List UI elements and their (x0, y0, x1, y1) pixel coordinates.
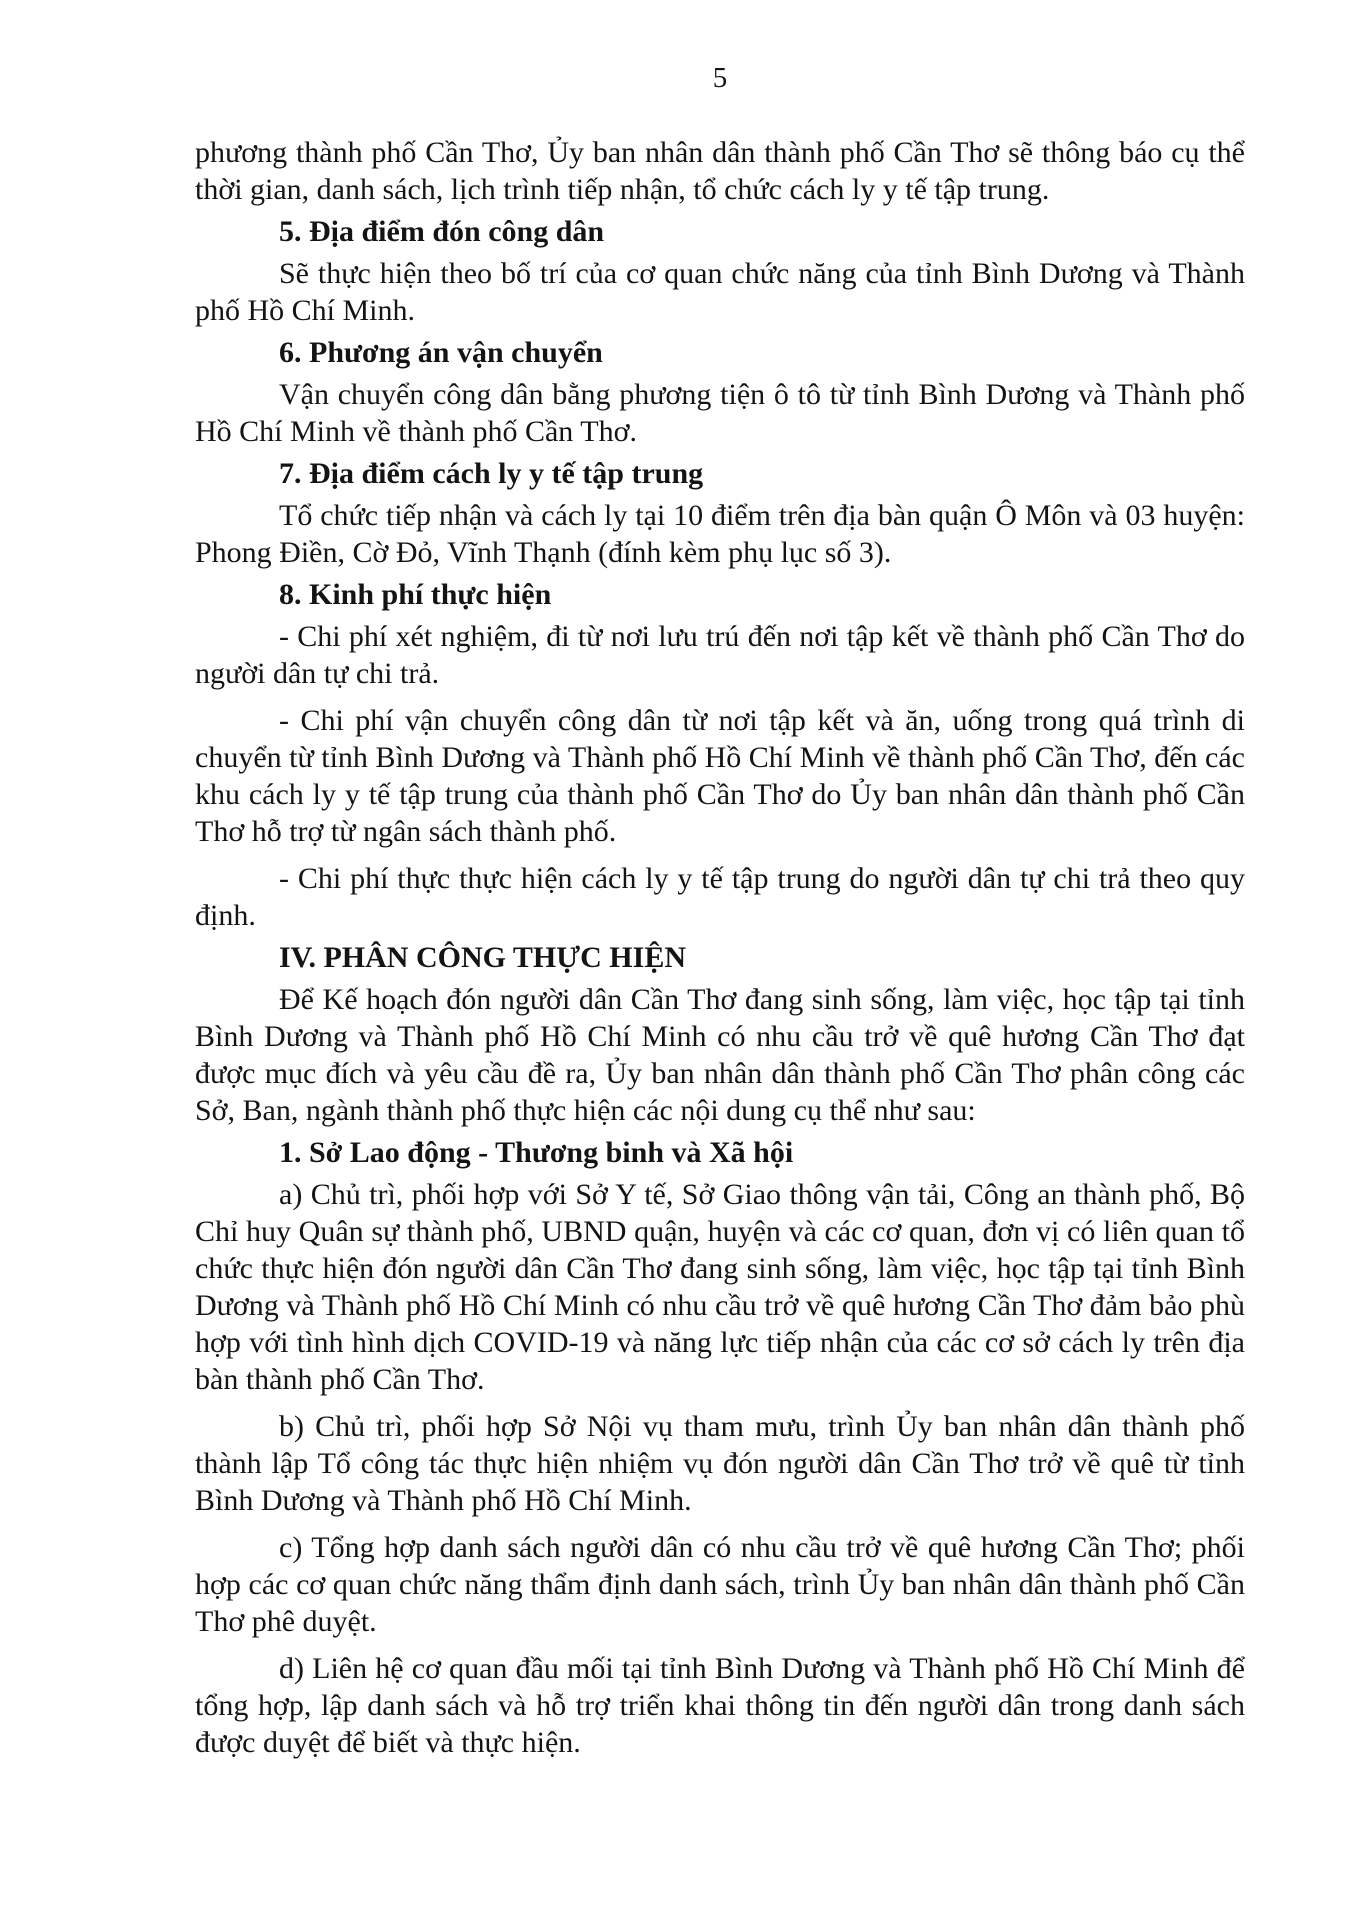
paragraph-item-b: b) Chủ trì, phối hợp Sở Nội vụ tham mưu, trình Ủy ban nhân dân thành phố thành lập Tổ công tác thực hiện nhiệm vụ đón người dân Cần Thơ trở về quê từ tỉnh Bình Dương và Thành phố Hồ Chí Minh. (195, 1410, 1245, 1517)
section-heading-iv: IV. PHÂN CÔNG THỰC HIỆN (279, 941, 686, 974)
paragraph-assignment-intro: Để Kế hoạch đón người dân Cần Thơ đang sinh sống, làm việc, học tập tại tỉnh Bình Dương và Thành phố Hồ Chí Minh có nhu cầu trở về quê hương Cần Thơ đạt được mục đích và yêu cầu đề ra, Ủy ban nhân dân thành phố Cần Thơ phân công các Sở, Ban, ngành thành phố thực hiện các nội dung cụ thể như sau: (195, 983, 1245, 1127)
paragraph-pickup-location: Sẽ thực hiện theo bố trí của cơ quan chức năng của tỉnh Bình Dương và Thành phố Hồ Chí Minh. (195, 257, 1245, 327)
page-number: 5 (712, 62, 728, 94)
section-heading-8: 8. Kinh phí thực hiện (279, 578, 552, 611)
section-heading-6: 6. Phương án vận chuyển (279, 336, 603, 369)
paragraph-cost-testing: - Chi phí xét nghiệm, đi từ nơi lưu trú đến nơi tập kết về thành phố Cần Thơ do người dân tự chi trả. (195, 620, 1245, 690)
paragraph-item-d: d) Liên hệ cơ quan đầu mối tại tỉnh Bình Dương và Thành phố Hồ Chí Minh để tổng hợp, lập danh sách và hỗ trợ triển khai thông tin đến người dân trong danh sách được duyệt để biết và thực hiện. (195, 1652, 1245, 1759)
paragraph-cost-transport: - Chi phí vận chuyển công dân từ nơi tập kết và ăn, uống trong quá trình di chuyển từ tỉnh Bình Dương và Thành phố Hồ Chí Minh về thành phố Cần Thơ, đến các khu cách ly y tế tập trung của thành phố Cần Thơ do Ủy ban nhân dân thành phố Cần Thơ hỗ trợ từ ngân sách thành phố. (195, 704, 1245, 848)
section-heading-5: 5. Địa điểm đón công dân (279, 215, 605, 248)
paragraph-quarantine-sites: Tổ chức tiếp nhận và cách ly tại 10 điểm trên địa bàn quận Ô Môn và 03 huyện: Phong Điền, Cờ Đỏ, Vĩnh Thạnh (đính kèm phụ lục số 3). (195, 499, 1245, 569)
paragraph-item-c: c) Tổng hợp danh sách người dân có nhu cầu trở về quê hương Cần Thơ; phối hợp các cơ quan chức năng thẩm định danh sách, trình Ủy ban nhân dân thành phố Cần Thơ phê duyệt. (195, 1531, 1245, 1638)
subsection-heading-1: 1. Sở Lao động - Thương binh và Xã hội (279, 1136, 794, 1169)
section-heading-7: 7. Địa điểm cách ly y tế tập trung (279, 457, 704, 490)
document-body (195, 134, 1245, 1766)
paragraph-cost-quarantine: - Chi phí thực thực hiện cách ly y tế tập trung do người dân tự chi trả theo quy định. (195, 862, 1245, 932)
paragraph-transport: Vận chuyển công dân bằng phương tiện ô tô từ tỉnh Bình Dương và Thành phố Hồ Chí Minh về thành phố Cần Thơ. (195, 378, 1245, 448)
paragraph-continuation: phương thành phố Cần Thơ, Ủy ban nhân dân thành phố Cần Thơ sẽ thông báo cụ thể thời gian, danh sách, lịch trình tiếp nhận, tổ chức cách ly y tế tập trung. (195, 136, 1245, 206)
paragraph-item-a: a) Chủ trì, phối hợp với Sở Y tế, Sở Giao thông vận tải, Công an thành phố, Bộ Chỉ huy Quân sự thành phố, UBND quận, huyện và các cơ quan, đơn vị có liên quan tổ chức thực hiện đón người dân Cần Thơ đang sinh sống, làm việc, học tập tại tỉnh Bình Dương và Thành phố Hồ Chí Minh có nhu cầu trở về quê hương Cần Thơ đảm bảo phù hợp với tình hình dịch COVID-19 và năng lực tiếp nhận của các cơ sở cách ly trên địa bàn thành phố Cần Thơ. (195, 1178, 1245, 1396)
